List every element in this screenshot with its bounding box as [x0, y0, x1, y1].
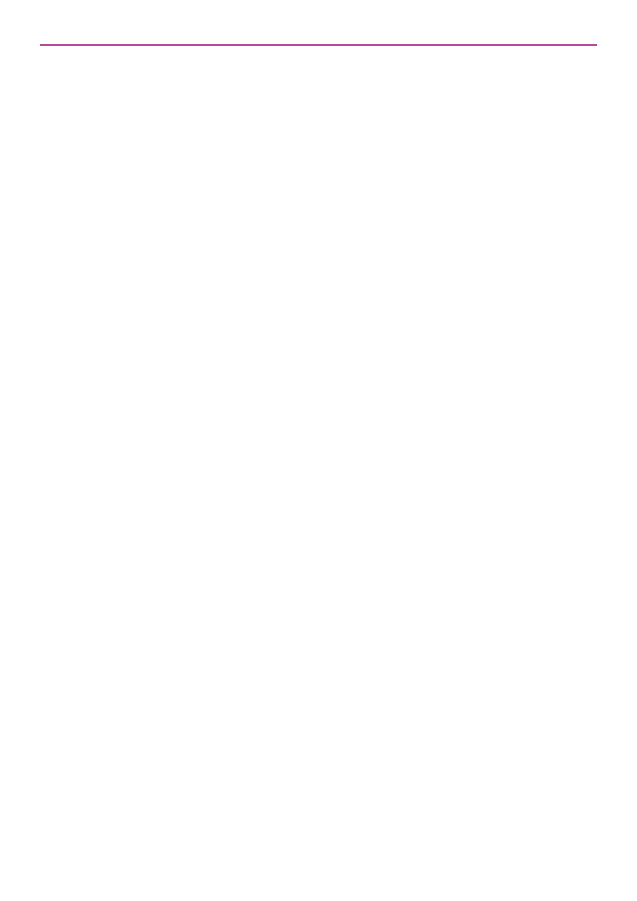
page-content: [40, 58, 579, 80]
page-header: [40, 8, 597, 46]
